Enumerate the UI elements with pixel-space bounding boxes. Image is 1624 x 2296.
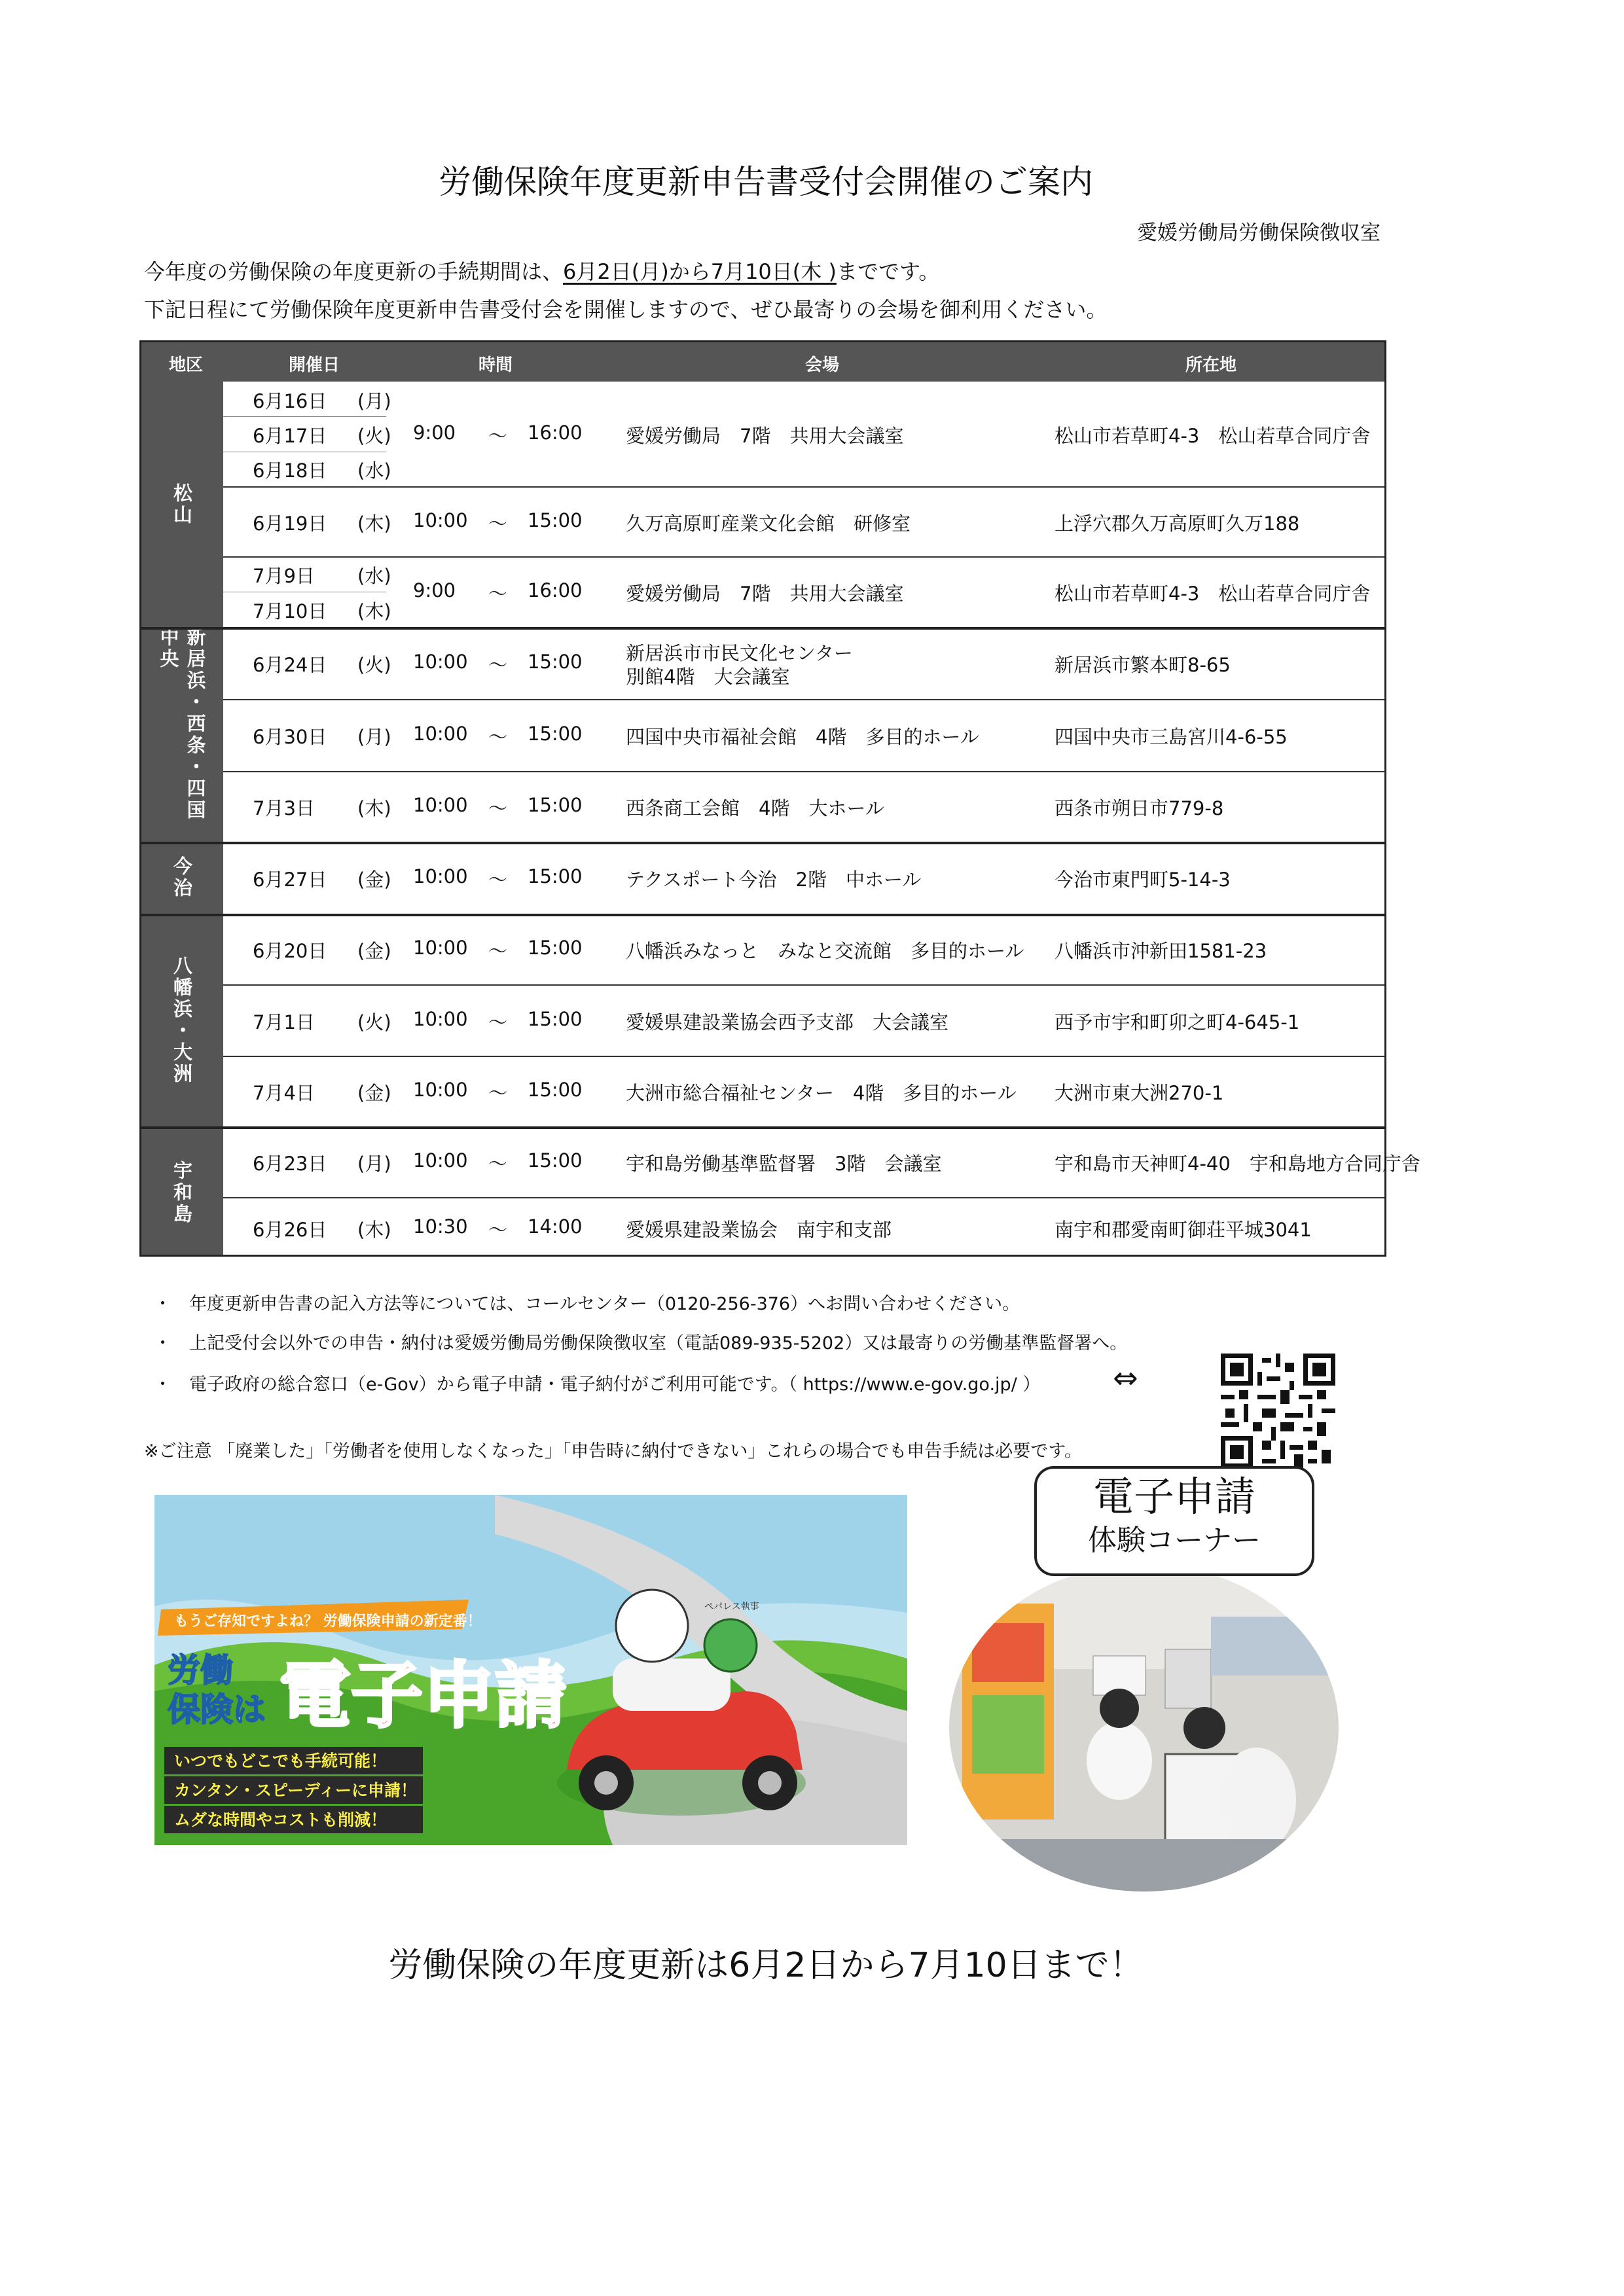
end-time: 14:00	[528, 1215, 583, 1238]
footer-message: 労働保険の年度更新は6月2日から7月10日まで！	[388, 1946, 1144, 1985]
region-label-text: 八幡浜・大洲	[171, 955, 193, 1085]
time-separator: ～	[488, 1219, 508, 1241]
row-divider	[223, 416, 386, 417]
start-time: 10:00	[413, 1079, 468, 1101]
event-weekday: (水)	[357, 459, 391, 482]
venue-name: 西条商工会館 4階 大ホール	[626, 797, 884, 819]
event-weekday: (木)	[357, 512, 391, 535]
end-time: 15:00	[528, 937, 583, 959]
note-call-center: ・ 年度更新申告書の記入方法等については、コールセンター（0120-256-376）へお問い合わせください。	[154, 1294, 1020, 1314]
venue-name: 愛媛県建設業協会 南宇和支部	[626, 1219, 892, 1241]
table-row	[141, 771, 1384, 842]
start-time: 9:00	[413, 579, 456, 601]
venue-address: 大洲市東大洲270-1	[1055, 1082, 1224, 1104]
event-date: 6月20日	[253, 940, 327, 962]
start-time: 10:00	[413, 651, 468, 673]
event-date: 6月26日	[253, 1219, 327, 1241]
caution-note: ※ご注意 「廃業した」「労働者を使用しなくなった」「申告時に納付できない」これらの場合でも申告手続は必要です。	[144, 1441, 1083, 1462]
region-label-text: 松山	[171, 482, 193, 526]
event-date: 6月19日	[253, 512, 327, 535]
table-header	[141, 342, 1384, 382]
note-office: ・ 上記受付会以外での申告・納付は愛媛労働局労働保険徴収室（電話089-935-5202）又は最寄りの労働基準監督署へ。	[154, 1333, 1128, 1354]
venue-name: 新居浜市市民文化センター	[626, 642, 853, 664]
qr-code-icon[interactable]	[1221, 1354, 1335, 1468]
venue-name: テクスポート今治 2階 中ホール	[626, 869, 922, 891]
start-time: 10:00	[413, 865, 468, 888]
page-title: 労働保険年度更新申告書受付会開催のご案内	[439, 163, 1093, 201]
bubble-title: 電子申請	[1092, 1473, 1255, 1520]
table-row	[141, 842, 1384, 914]
start-time: 10:00	[413, 723, 468, 745]
table-row	[141, 914, 1384, 984]
end-time: 15:00	[528, 1008, 583, 1030]
venue-address: 上浮穴郡久万高原町久万188	[1055, 512, 1300, 535]
organization-name: 愛媛労働局労働保険徴収室	[1137, 221, 1380, 245]
venue-name: 久万高原町産業文化会館 研修室	[626, 512, 911, 535]
experience-corner-photo	[949, 1564, 1339, 1892]
intro-text: 今年度の労働保険の年度更新の手続期間は、	[144, 259, 564, 284]
event-weekday: (月)	[357, 726, 391, 748]
venue-name: 八幡浜みなっと みなと交流館 多目的ホール	[626, 940, 1024, 962]
table-row	[141, 627, 1384, 699]
time-separator: ～	[488, 425, 508, 447]
venue-name: 愛媛労働局 7階 共用大会議室	[626, 583, 904, 605]
end-time: 15:00	[528, 509, 583, 531]
bubble-subtitle: 体験コーナー	[1088, 1524, 1261, 1557]
table-row	[141, 1126, 1420, 1197]
event-weekday: (木)	[357, 797, 391, 819]
start-time: 10:30	[413, 1215, 468, 1238]
header-region: 地区	[169, 355, 204, 375]
event-weekday: (火)	[357, 1011, 391, 1033]
venue-name: 愛媛県建設業協会西予支部 大会議室	[626, 1011, 949, 1033]
time-separator: ～	[488, 654, 508, 676]
venue-name: 愛媛労働局 7階 共用大会議室	[626, 425, 904, 447]
end-time: 15:00	[528, 794, 583, 816]
region-label-text: 宇和島	[171, 1160, 193, 1225]
venue-address: 松山市若草町4-3 松山若草合同庁舎	[1055, 583, 1371, 605]
note-egov: ・ 電子政府の総合窓口（e-Gov）から電子申請・電子納付がご利用可能です。（ https://www.e-gov.go.jp/ ）	[154, 1374, 1041, 1395]
venue-room: 別館4階 大会議室	[626, 666, 790, 688]
header-address: 所在地	[1185, 355, 1237, 375]
start-time: 10:00	[413, 794, 468, 816]
start-time: 10:00	[413, 1008, 468, 1030]
experience-corner-bubble	[1034, 1466, 1314, 1576]
banner-point-2: カンタン・スピーディーに申請！	[174, 1781, 418, 1800]
event-weekday: (水)	[357, 565, 391, 587]
venue-name: 大洲市総合福祉センター 4階 多目的ホール	[626, 1082, 1017, 1104]
event-date: 7月3日	[253, 797, 315, 819]
banner-label-1: 労働	[168, 1651, 233, 1689]
time-separator: ～	[488, 583, 508, 605]
venue-address: 新居浜市繁本町8-65	[1055, 654, 1231, 676]
end-time: 15:00	[528, 651, 583, 673]
event-weekday: (木)	[357, 600, 391, 622]
event-date: 6月27日	[253, 869, 327, 891]
event-date: 7月4日	[253, 1082, 315, 1104]
banner-ribbon-text: もうご存知ですよね？ 労働保険申請の新定番！	[174, 1613, 482, 1630]
event-weekday: (金)	[357, 869, 391, 891]
time-separator: ～	[488, 1082, 508, 1104]
event-weekday: (火)	[357, 654, 391, 676]
event-date: 7月10日	[253, 600, 327, 622]
event-weekday: (木)	[357, 1219, 391, 1241]
venue-address: 西条市朔日市779-8	[1055, 797, 1224, 819]
table-row	[141, 699, 1384, 771]
time-separator: ～	[488, 726, 508, 748]
start-time: 10:00	[413, 1149, 468, 1172]
intro-line-1	[144, 255, 939, 285]
period-text: 6月2日(月)から7月10日(木 )	[563, 259, 837, 284]
venue-address: 八幡浜市沖新田1581-23	[1055, 940, 1267, 962]
table-row	[141, 984, 1384, 1056]
e-application-banner	[154, 1495, 907, 1845]
event-date: 6月18日	[253, 459, 327, 482]
end-time: 16:00	[528, 579, 583, 601]
venue-address: 南宇和郡愛南町御荘平城3041	[1055, 1219, 1312, 1241]
venue-address: 今治市東門町5-14-3	[1055, 869, 1231, 891]
time-separator: ～	[488, 869, 508, 891]
mascot-name: ペパレス執事	[704, 1602, 759, 1612]
table-row	[141, 1056, 1384, 1126]
time-separator: ～	[488, 512, 508, 535]
table-row	[141, 486, 1384, 556]
banner-point-1: いつでもどこでも手続可能！	[174, 1751, 388, 1770]
header-venue: 会場	[805, 355, 840, 375]
end-time: 15:00	[528, 723, 583, 745]
header-time: 時間	[478, 355, 513, 375]
venue-address: 四国中央市三島宮川4-6-55	[1055, 726, 1288, 748]
event-date: 6月16日	[253, 390, 327, 412]
time-separator: ～	[488, 797, 508, 819]
banner-big-title: 電子申請	[279, 1654, 567, 1738]
header-date: 開催日	[289, 355, 340, 375]
event-weekday: (金)	[357, 940, 391, 962]
venue-name: 四国中央市福祉会館 4階 多目的ホール	[626, 726, 979, 748]
start-time: 10:00	[413, 937, 468, 959]
table-row	[141, 556, 1384, 627]
time-separator: ～	[488, 1153, 508, 1175]
event-weekday: (金)	[357, 1082, 391, 1104]
venue-address: 西予市宇和町卯之町4-645-1	[1055, 1011, 1300, 1033]
arrow-icon: ⇔	[1113, 1360, 1138, 1395]
end-time: 15:00	[528, 1149, 583, 1172]
time-separator: ～	[488, 940, 508, 962]
start-time: 10:00	[413, 509, 468, 531]
intro-line-2: 下記日程にて労働保険年度更新申告書受付会を開催しますので、ぜひ最寄りの会場を御利用ください。	[144, 297, 1108, 322]
end-time: 15:00	[528, 1079, 583, 1101]
event-weekday: (火)	[357, 425, 391, 447]
event-date: 6月24日	[253, 654, 327, 676]
event-date: 7月1日	[253, 1011, 315, 1033]
banner-point-3: ムダな時間やコストも削減！	[174, 1810, 388, 1829]
event-weekday: (月)	[357, 1153, 391, 1175]
table-row	[141, 1197, 1384, 1259]
event-date: 6月30日	[253, 726, 327, 748]
venue-name: 宇和島労働基準監督署 3階 会議室	[626, 1153, 942, 1175]
event-date: 7月9日	[253, 565, 315, 587]
region-label-text: 今治	[171, 856, 193, 899]
event-date: 6月23日	[253, 1153, 327, 1175]
time-separator: ～	[488, 1011, 508, 1033]
venue-address: 宇和島市天神町4-40 宇和島地方合同庁舎	[1055, 1153, 1420, 1175]
end-time: 16:00	[528, 422, 583, 444]
schedule-table	[139, 340, 1420, 1257]
event-date: 6月17日	[253, 425, 327, 447]
banner-label-2: 保険は	[168, 1691, 266, 1729]
event-weekday: (月)	[357, 390, 391, 412]
table-row	[141, 382, 1384, 486]
end-time: 15:00	[528, 865, 583, 888]
start-time: 9:00	[413, 422, 456, 444]
region-label-text: 新居浜・西条・四国中央	[157, 627, 207, 821]
intro-text-end: までです。	[836, 259, 940, 284]
venue-address: 松山市若草町4-3 松山若草合同庁舎	[1055, 425, 1371, 447]
